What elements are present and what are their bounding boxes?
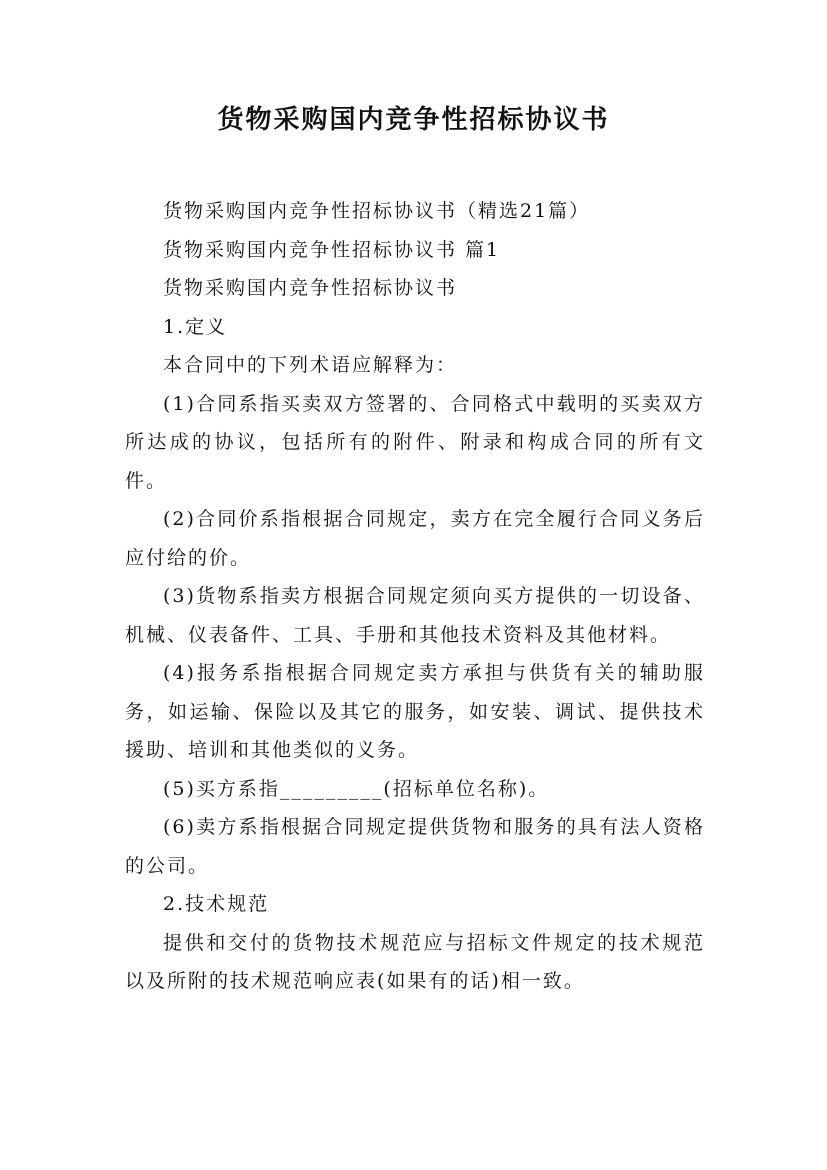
- paragraph-section-heading: 货物采购国内竞争性招标协议书 篇1: [163, 238, 501, 261]
- paragraph-tech-spec-body: 提供和交付的货物技术规范应与招标文件规定的技术规范以及所附的技术规范响应表(如果有的话)相一致。: [125, 931, 705, 992]
- paragraph-tech-spec-heading: 2.技术规范: [163, 893, 270, 915]
- document-body: [125, 192, 705, 1001]
- paragraph-agreement-title: 货物采购国内竞争性招标协议书: [163, 277, 458, 299]
- paragraph-definitions-heading: 1.定义: [163, 315, 228, 338]
- paragraph-term-5: (5)买方系指_________(招标单位名称)。: [163, 777, 550, 800]
- document-title: 货物采购国内竞争性招标协议书: [217, 105, 610, 135]
- paragraph-term-4: (4)报务系指根据合同规定卖方承担与供货有关的辅助服务，如运输、保险以及其它的服务，如安装、调试、提供技术援助、培训和其他类似的义务。: [125, 662, 705, 761]
- paragraph-term-1: (1)合同系指买卖双方签署的、合同格式中载明的买卖双方所达成的协议，包括所有的附件、附录和构成合同的所有文件。: [125, 392, 705, 492]
- paragraph-subtitle: 货物采购国内竞争性招标协议书（精选21篇）: [163, 200, 591, 222]
- paragraph-term-3: (3)货物系指卖方根据合同规定须向买方提供的一切设备、机械、仪表备件、工具、手册和其他技术资料及其他材料。: [125, 585, 705, 646]
- paragraph-term-2: (2)合同价系指根据合同规定，卖方在完全履行合同义务后应付给的价。: [125, 508, 705, 569]
- paragraph-term-6: (6)卖方系指根据合同规定提供货物和服务的具有法人资格的公司。: [125, 816, 705, 877]
- paragraph-terms-intro: 本合同中的下列术语应解释为：: [163, 354, 458, 376]
